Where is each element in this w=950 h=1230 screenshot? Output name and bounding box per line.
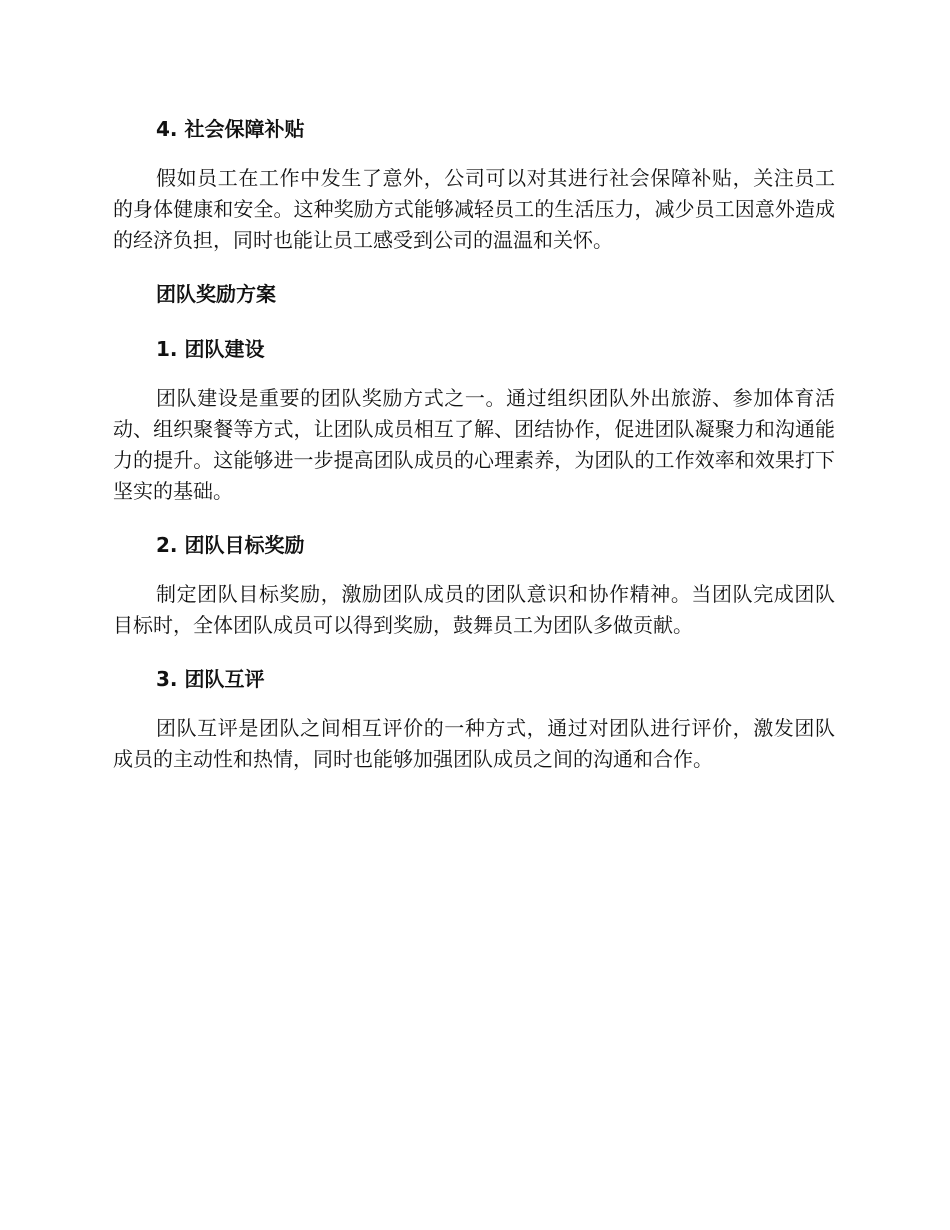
paragraph-team-building: 团队建设是重要的团队奖励方式之一。通过组织团队外出旅游、参加体育活动、组织聚餐等方式，让团队成员相互了解、团结协作，促进团队凝聚力和沟通能力的提升。这能够进一步提高团队成员的心理素养，为团队的工作效率和效果打下坚实的基础。 xyxy=(113,386,835,503)
section-heading-team-goal-reward: 2. 团队目标奖励 xyxy=(156,533,305,557)
document-body xyxy=(113,108,835,775)
section-heading-team-reward-plan: 团队奖励方案 xyxy=(156,282,276,306)
section-heading-team-peer-review: 3. 团队互评 xyxy=(156,667,265,691)
paragraph-team-goal-reward: 制定团队目标奖励，激励团队成员的团队意识和协作精神。当团队完成团队目标时，全体团队成员可以得到奖励，鼓舞员工为团队多做贡献。 xyxy=(113,582,835,637)
section-heading-social-security-subsidy: 4. 社会保障补贴 xyxy=(156,117,305,141)
paragraph-team-peer-review: 团队互评是团队之间相互评价的一种方式，通过对团队进行评价，激发团队成员的主动性和热情，同时也能够加强团队成员之间的沟通和合作。 xyxy=(113,716,835,771)
section-heading-team-building: 1. 团队建设 xyxy=(156,337,265,361)
paragraph-social-security-subsidy: 假如员工在工作中发生了意外，公司可以对其进行社会保障补贴，关注员工的身体健康和安全。这种奖励方式能够减轻员工的生活压力，减少员工因意外造成的经济负担，同时也能让员工感受到公司的温温和关怀。 xyxy=(113,166,835,252)
